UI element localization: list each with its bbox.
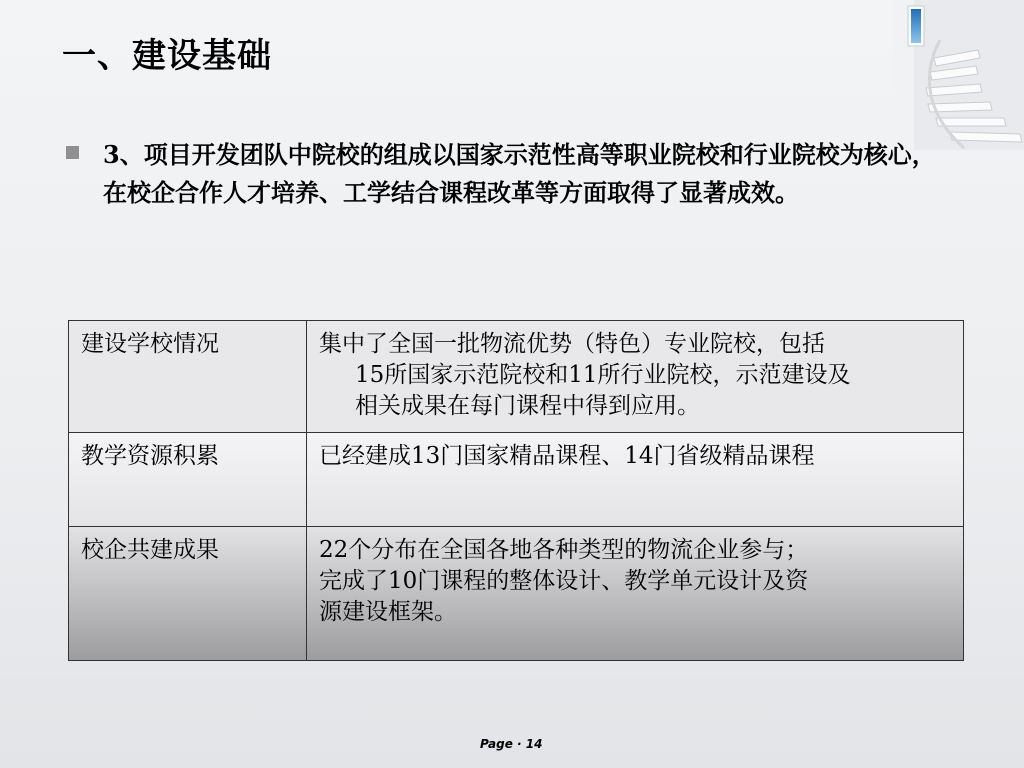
- row-value-line: 22个分布在全国各地各种类型的物流企业参与；: [319, 537, 809, 563]
- row-value-line: 完成了10门课程的整体设计、教学单元设计及资: [319, 568, 809, 594]
- row-value-line: 源建设框架。: [319, 599, 457, 625]
- row-value-line: 已经建成13门国家精品课程、14门省级精品课程: [319, 443, 815, 469]
- info-table: [68, 320, 964, 661]
- table-row: [69, 433, 964, 527]
- row-key: 校企共建成果: [69, 527, 307, 661]
- row-value: [307, 527, 964, 661]
- row-key: 教学资源积累: [69, 433, 307, 527]
- page-title: 一、建设基础: [62, 36, 272, 76]
- spiral-staircase-window-icon: [894, 0, 1024, 150]
- row-value-line: 集中了全国一批物流优势（特色）专业院校，包括: [319, 331, 825, 357]
- row-value: [307, 433, 964, 527]
- row-value: [307, 321, 964, 433]
- page-number: Page · 14: [480, 737, 543, 751]
- bullet-square-icon: [66, 146, 79, 159]
- row-value-line: 相关成果在每门课程中得到应用。: [355, 393, 700, 419]
- table-row: [69, 321, 964, 433]
- row-key: 建设学校情况: [69, 321, 307, 433]
- bullet-item: [66, 136, 946, 212]
- table-row: [69, 527, 964, 661]
- bullet-text: 3、项目开发团队中院校的组成以国家示范性高等职业院校和行业院校为核心，在校企合作人才培养、工学结合课程改革等方面取得了显著成效。: [103, 140, 936, 207]
- row-value-line: 15所国家示范院校和11所行业院校，示范建设及: [355, 362, 851, 388]
